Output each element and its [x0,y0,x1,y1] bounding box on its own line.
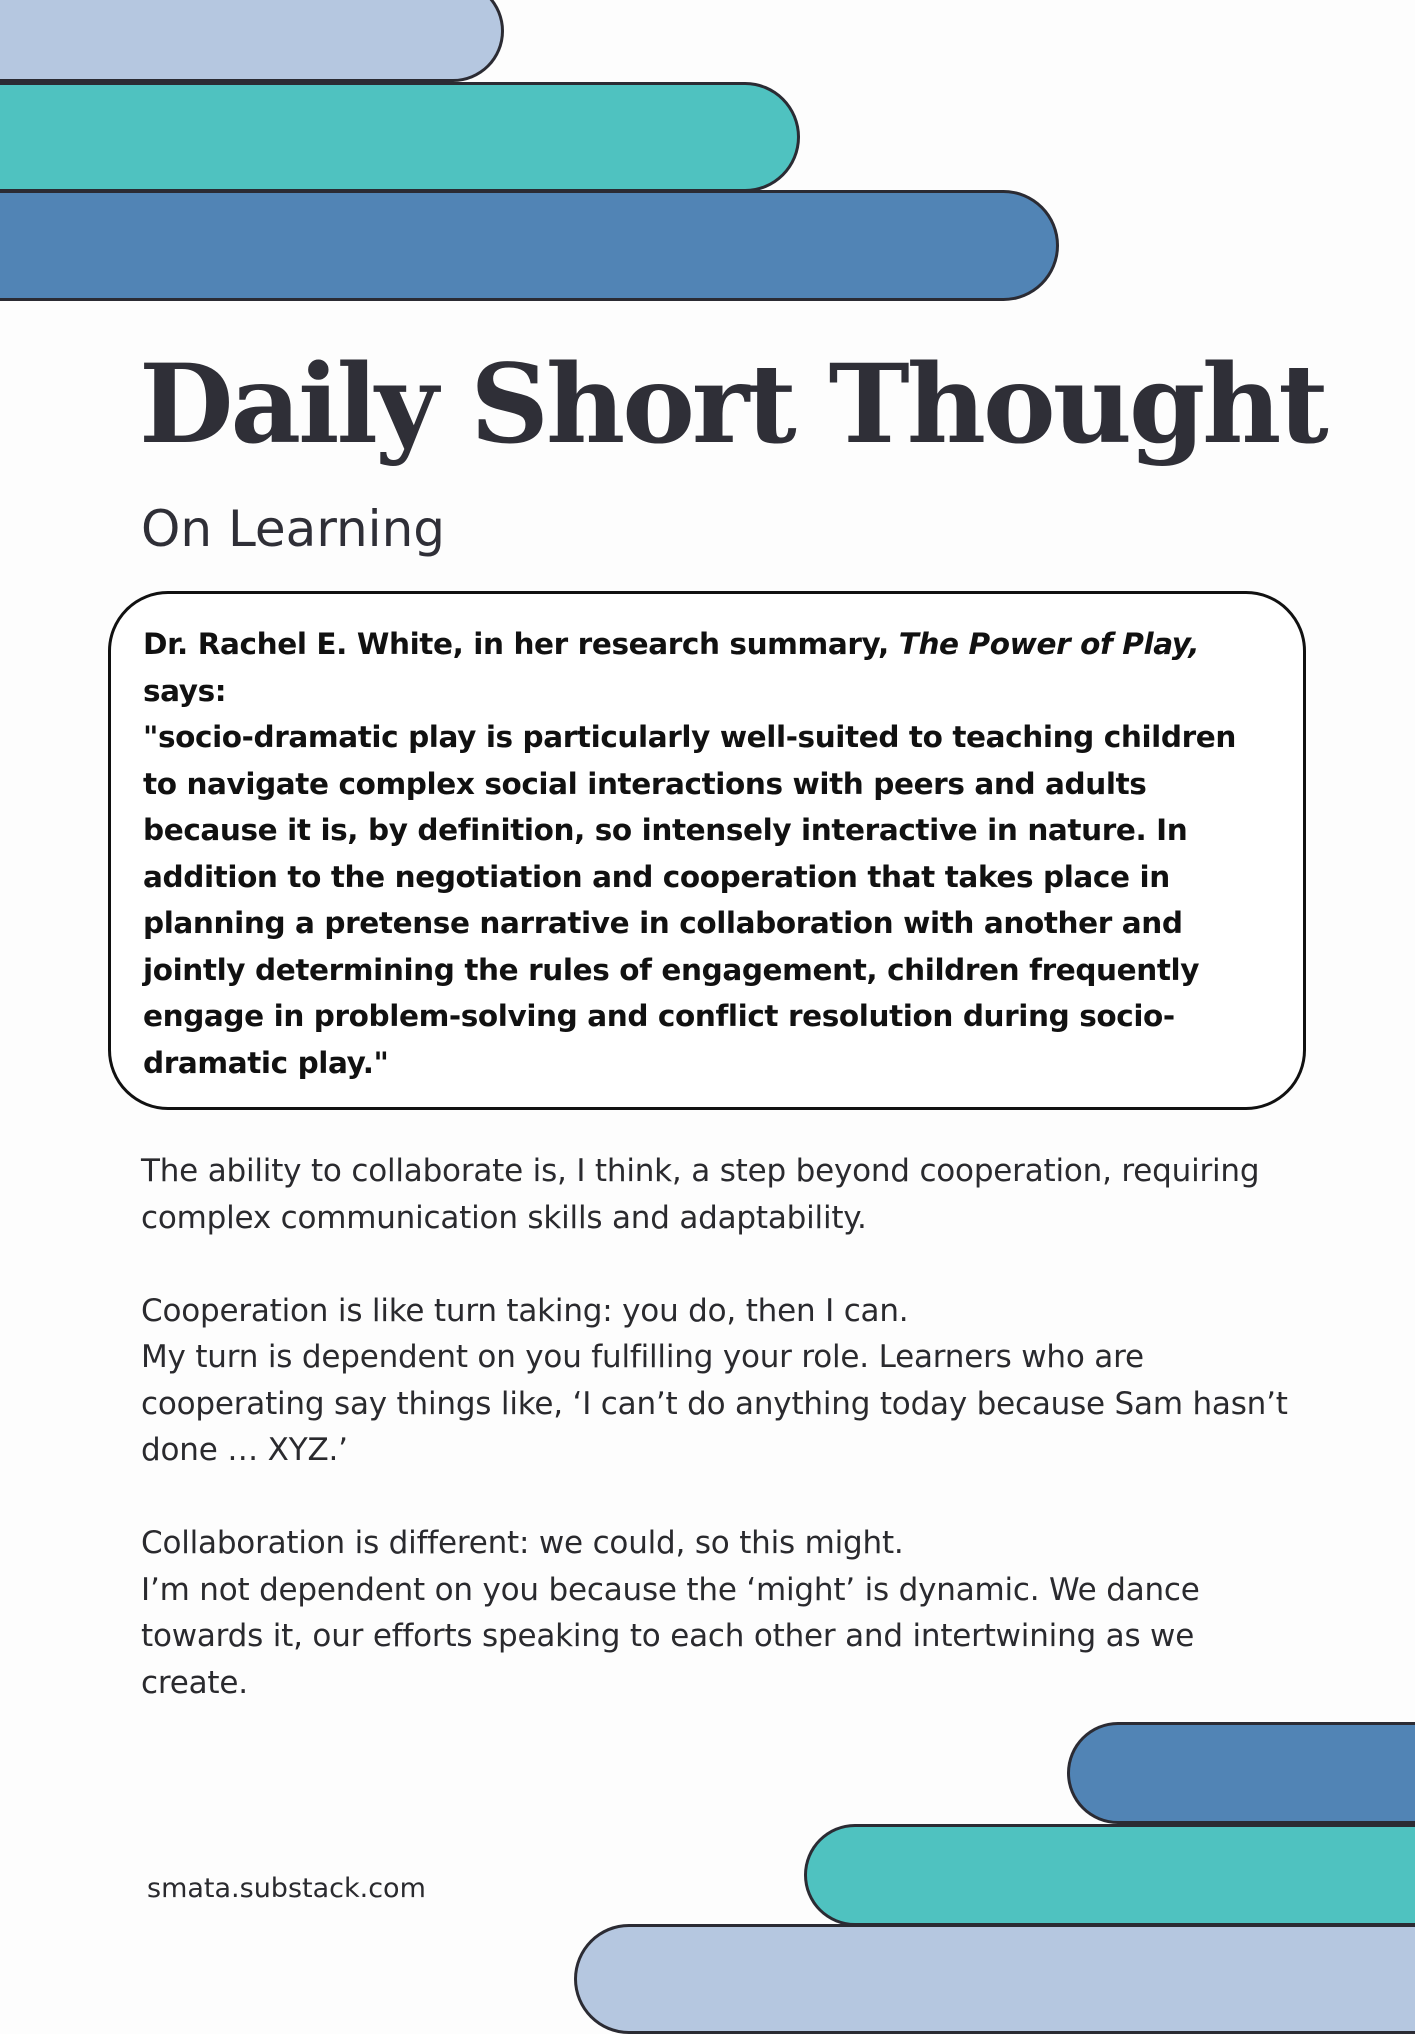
footer-url: smata.substack.com [147,1873,426,1904]
decorative-bar-bottom-steel-blue [1067,1722,1415,1824]
quote-text: "socio-dramatic play is particularly well-suited to teaching children to navigate complex social interactions with peers and adults because it is, by definition, so intensely interactive in nature. In addition to the negotiation and cooperation that takes place in planning a pretense narrative in collaboration with another and jointly determining the rules of engagement, children frequently engage in problem-solving and conflict resolution during socio-dramatic play." [143,720,1236,1080]
body-paragraph-1: The ability to collaborate is, I think, a step beyond cooperation, requiring complex communication skills and adaptability. [141,1153,1260,1236]
body-paragraph-2-line-2: My turn is dependent on you fulfilling your role. Learners who are cooperating say things like, ‘I can’t do anything today because Sam hasn’t done … XYZ.’ [141,1339,1288,1468]
quote-attribution-suffix: says: [143,673,227,708]
page-title: Daily Short Thought [139,340,1326,468]
decorative-bar-top-light-blue [0,0,504,82]
decorative-bar-top-teal [0,82,800,192]
page-subtitle: On Learning [141,500,446,558]
body-paragraph-2 [141,1288,1301,1474]
body-paragraph-3-line-1: Collaboration is different: we could, so this might. [141,1525,904,1561]
quote-attribution-prefix: Dr. Rachel E. White, in her research summary, [143,627,899,661]
decorative-bar-bottom-teal [804,1824,1415,1926]
body-text [141,1148,1301,1706]
body-paragraph-3-line-2: I’m not dependent on you because the ‘might’ is dynamic. We dance towards it, our efforts speaking to each other and intertwining as we create. [141,1571,1200,1701]
body-paragraph-3 [141,1520,1301,1706]
body-paragraph-2-line-1: Cooperation is like turn taking: you do, then I can. [141,1292,909,1329]
decorative-bar-top-steel-blue [0,190,1059,301]
quote-box [108,591,1306,1110]
quote-attribution [143,621,1271,714]
decorative-bar-bottom-light-blue [574,1924,1415,2034]
quote-source-title: The Power of Play, [898,627,1200,661]
